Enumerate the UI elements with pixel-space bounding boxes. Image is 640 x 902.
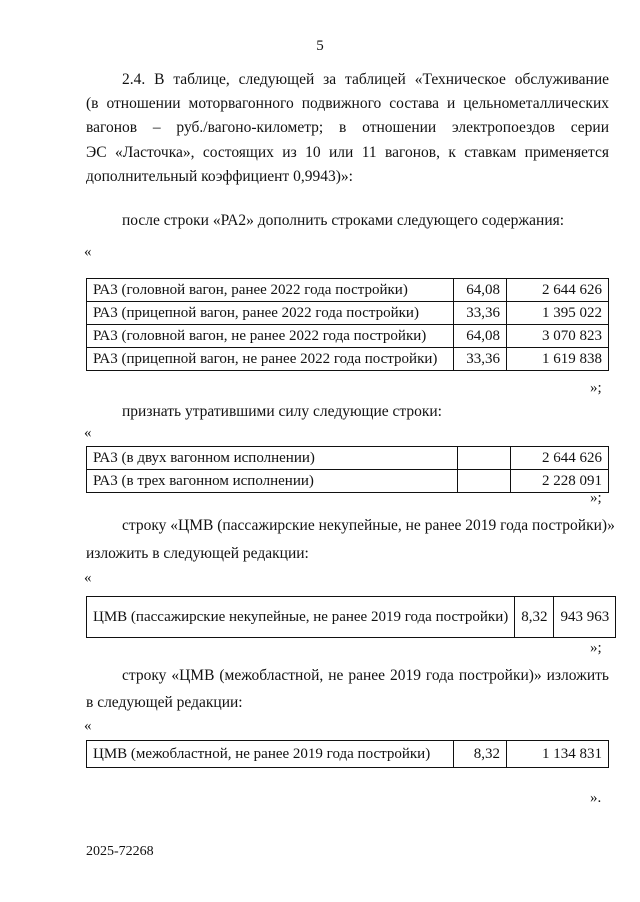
instruction-line: строку «ЦМВ (межобластной, не ранее 2019 года постройки)» изложить [122, 667, 609, 684]
cell-coef: 8,32 [454, 741, 507, 768]
quote-open: « [84, 244, 92, 260]
cell-name: ЦМВ (пассажирские некупейные, не ранее 2019 года постройки) [87, 597, 515, 638]
table-row [87, 279, 609, 302]
cell-name: РА3 (в трех вагонном исполнении) [87, 470, 458, 493]
cell-cost: 1 619 838 [507, 348, 609, 371]
table-row [87, 302, 609, 325]
instruction-cmv1 [86, 514, 615, 566]
instruction-line: в следующей редакции: [86, 694, 243, 712]
table-row [87, 348, 609, 371]
cell-cost: 2 644 626 [511, 447, 609, 470]
cell-name: РА3 (в двух вагонном исполнении) [87, 447, 458, 470]
quote-open: « [84, 570, 92, 586]
cell-name: РА3 (головной вагон, не ранее 2022 года постройки) [87, 325, 454, 348]
instruction-line: строку «ЦМВ (пассажирские некупейные, не ранее 2019 года постройки)» [122, 517, 615, 534]
quote-open: « [84, 425, 92, 441]
table-cmv2 [86, 740, 609, 768]
table-add [86, 278, 609, 371]
cell-coef: 33,36 [454, 348, 507, 371]
intro-line: 2.4. В таблице, следующей за таблицей «Техническое обслуживание [122, 71, 609, 88]
instruction-add-text: после строки «РА2» дополнить строками следующего содержания: [122, 212, 565, 229]
table-void [86, 446, 609, 493]
cell-coef: 64,08 [454, 279, 507, 302]
cell-cost: 1 134 831 [507, 741, 609, 768]
intro-line: вагонов – руб./вагоно-километр; в отношении электропоездов серии [86, 119, 609, 137]
cell-name: ЦМВ (межобластной, не ранее 2019 года постройки) [87, 741, 454, 768]
table-row [87, 447, 609, 470]
cell-cost: 2 228 091 [511, 470, 609, 493]
instruction-void [86, 400, 609, 424]
cell-coef [458, 447, 511, 470]
cell-cost: 3 070 823 [507, 325, 609, 348]
intro-line: ЭС «Ласточка», состоящих из 10 или 11 вагонов, к ставкам применяется [86, 143, 609, 161]
cell-cost: 1 395 022 [507, 302, 609, 325]
instruction-cmv2 [86, 664, 609, 715]
instruction-line: изложить в следующей редакции: [86, 545, 309, 563]
intro-line: дополнительный коэффициент 0,9943)»: [86, 167, 353, 185]
cell-coef: 8,32 [515, 597, 554, 638]
quote-close: »; [590, 380, 602, 396]
table-row [87, 741, 609, 768]
document-number: 2025-72268 [86, 844, 154, 859]
instruction-void-text: признать утратившими силу следующие строки: [122, 403, 442, 420]
table-row [87, 325, 609, 348]
intro-paragraph [86, 68, 609, 189]
cell-coef [458, 470, 511, 493]
cell-name: РА3 (прицепной вагон, не ранее 2022 года постройки) [87, 348, 454, 371]
table-row [87, 597, 616, 638]
cell-coef: 64,08 [454, 325, 507, 348]
quote-close: »; [590, 490, 602, 506]
cell-coef: 33,36 [454, 302, 507, 325]
instruction-add [86, 209, 609, 233]
cell-cost: 2 644 626 [507, 279, 609, 302]
quote-close: »; [590, 640, 602, 656]
quote-open: « [84, 718, 92, 734]
table-cmv1 [86, 596, 616, 638]
quote-close-final: ». [590, 790, 602, 806]
table-row [87, 470, 609, 493]
cell-cost: 943 963 [554, 597, 616, 638]
page-number: 5 [316, 38, 324, 54]
cell-name: РА3 (прицепной вагон, ранее 2022 года постройки) [87, 302, 454, 325]
cell-name: РА3 (головной вагон, ранее 2022 года постройки) [87, 279, 454, 302]
intro-line: (в отношении моторвагонного подвижного состава и цельнометаллических [86, 95, 609, 113]
